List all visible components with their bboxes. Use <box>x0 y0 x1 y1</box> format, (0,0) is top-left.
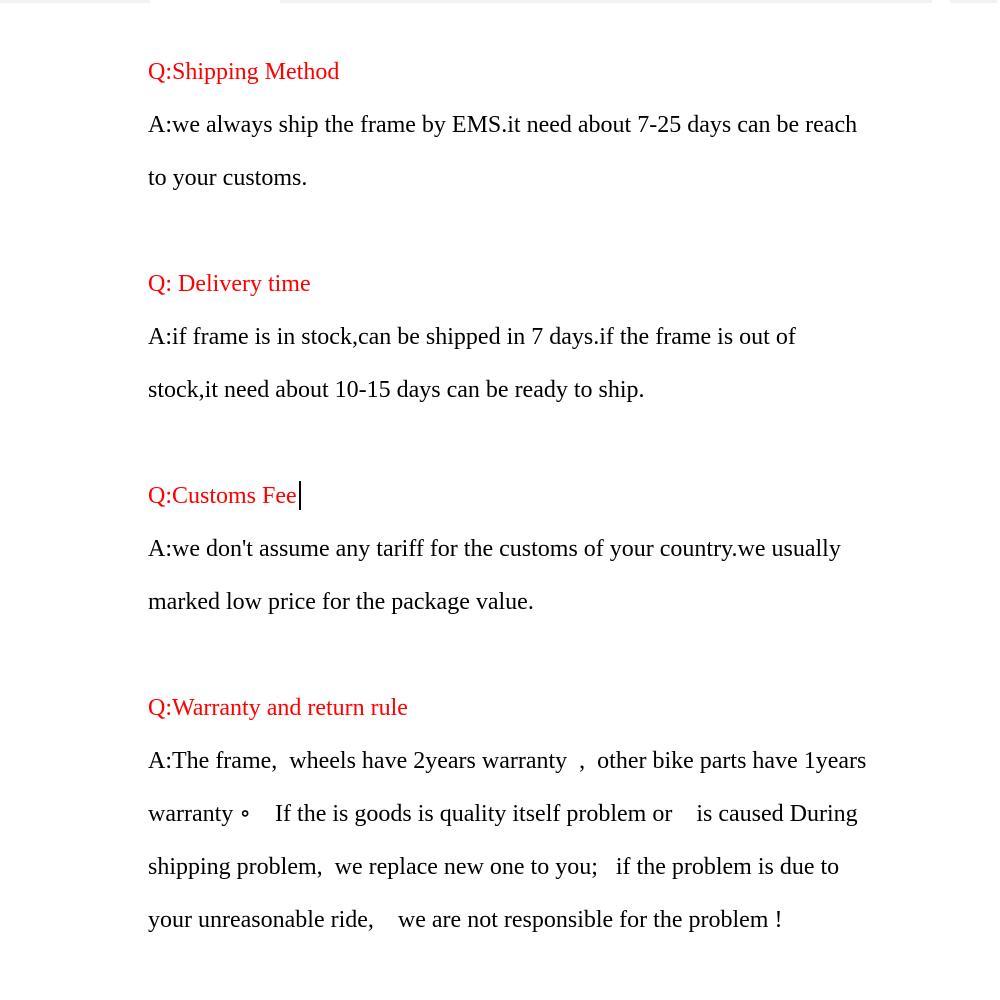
question-text: Q: Delivery time <box>148 271 311 297</box>
question-line <box>148 258 866 311</box>
answer-line: to your customs. <box>148 165 308 191</box>
faq-block <box>148 470 866 629</box>
top-edge-artifact-segment <box>280 0 932 3</box>
faq-block <box>148 46 866 205</box>
question-text: Q:Customs Fee <box>148 483 297 509</box>
top-edge-artifact-segment <box>950 0 997 3</box>
answer-line: A:we don't assume any tariff for the customs of your country.we usually <box>148 536 841 562</box>
question-line <box>148 470 866 523</box>
answer-line: marked low price for the package value. <box>148 589 534 615</box>
answer-line: A:if frame is in stock,can be shipped in 7 days.if the frame is out of <box>148 324 796 350</box>
answer-line: stock,it need about 10-15 days can be ready to ship. <box>148 377 645 403</box>
faq-block <box>148 682 866 947</box>
faq-block <box>148 258 866 417</box>
answer-line: warranty ∘ If the is goods is quality itself problem or is caused During <box>148 801 858 827</box>
question-text: Q:Shipping Method <box>148 59 340 85</box>
top-edge-artifact-segment <box>0 0 150 3</box>
faq-document[interactable] <box>148 46 866 1000</box>
question-line <box>148 46 866 99</box>
answer-line: your unreasonable ride, we are not responsible for the problem ! <box>148 907 783 933</box>
question-line <box>148 682 866 735</box>
text-cursor <box>299 481 301 510</box>
answer-line: shipping problem, we replace new one to you; if the problem is due to <box>148 854 840 880</box>
answer-line: A:The frame, wheels have 2years warranty , other bike parts have 1years <box>148 748 867 774</box>
answer-line: A:we always ship the frame by EMS.it need about 7-25 days can be reach <box>148 112 858 138</box>
question-text: Q:Warranty and return rule <box>148 695 408 721</box>
